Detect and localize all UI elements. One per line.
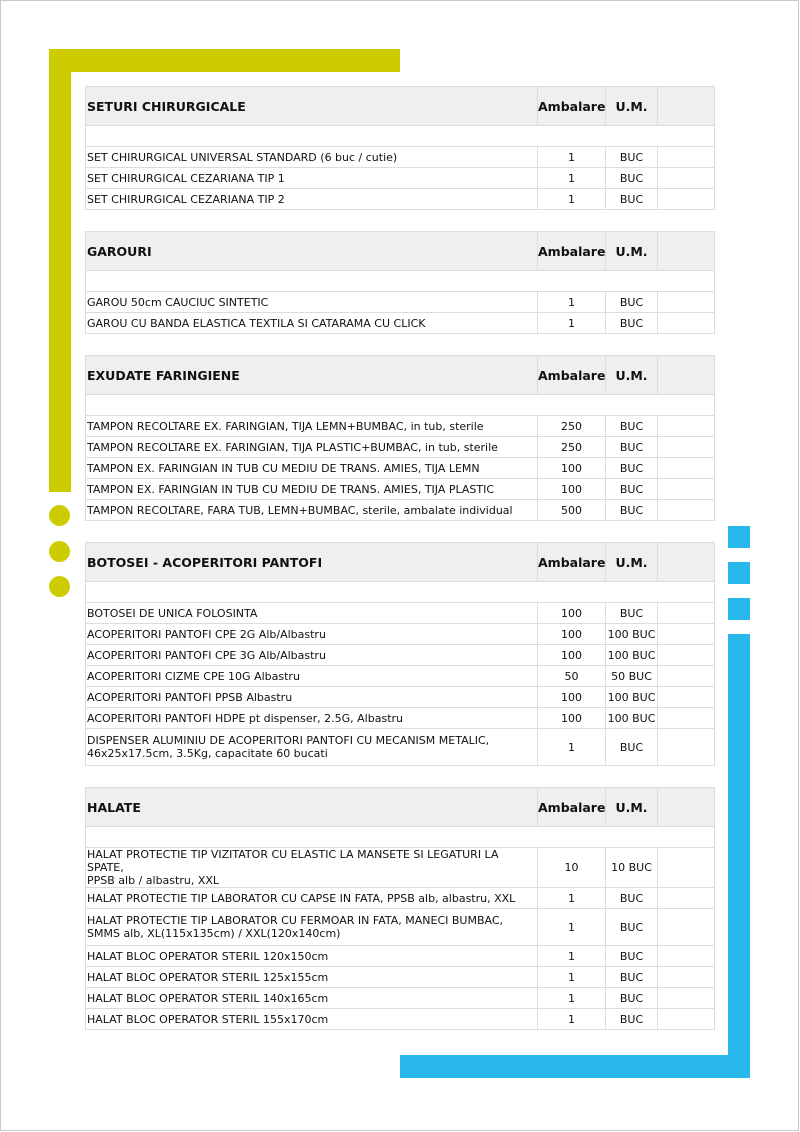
empty-cell <box>658 624 715 645</box>
product-name-line: ACOPERITORI PANTOFI HDPE pt dispenser, 2.5G, Albastru <box>87 711 404 725</box>
empty-cell <box>658 313 715 334</box>
product-name <box>86 729 538 766</box>
product-name <box>86 888 538 909</box>
section-table <box>85 231 715 334</box>
product-name-line: GAROU CU BANDA ELASTICA TEXTILA SI CATARAMA CU CLICK <box>87 316 426 330</box>
product-name-line: DISPENSER ALUMINIU DE ACOPERITORI PANTOFI CU MECANISM METALIC, <box>87 734 490 747</box>
ambalare-header: Ambalare <box>538 87 606 126</box>
product-name-line: 46x25x17.5cm, 3.5Kg, capacitate 60 bucati <box>87 747 328 760</box>
um-value: 100 BUC <box>606 645 658 666</box>
empty-cell <box>86 582 715 603</box>
ambalare-value: 250 <box>538 437 606 458</box>
ambalare-value: 1 <box>538 168 606 189</box>
product-name-line: HALAT BLOC OPERATOR STERIL 125x155cm <box>87 970 329 984</box>
product-name-line: HALAT PROTECTIE TIP LABORATOR CU CAPSE IN FATA, PPSB alb, albastru, XXL <box>87 891 516 905</box>
section-header <box>86 356 715 395</box>
ambalare-value: 1 <box>538 147 606 168</box>
um-value: BUC <box>606 147 658 168</box>
section-title: EXUDATE FARINGIENE <box>86 356 538 395</box>
product-list <box>85 86 715 1051</box>
empty-cell <box>86 395 715 416</box>
empty-cell <box>658 687 715 708</box>
um-value: BUC <box>606 888 658 909</box>
um-value: BUC <box>606 603 658 624</box>
section-table <box>85 542 715 766</box>
um-value: BUC <box>606 437 658 458</box>
empty-cell <box>658 292 715 313</box>
product-name-line: HALAT BLOC OPERATOR STERIL 155x170cm <box>87 1012 329 1026</box>
empty-cell <box>658 168 715 189</box>
ambalare-value: 100 <box>538 479 606 500</box>
product-name-line: ACOPERITORI PANTOFI CPE 3G Alb/Albastru <box>87 648 326 662</box>
table-row <box>86 458 715 479</box>
blue-bar-bottom <box>400 1055 750 1078</box>
table-row <box>86 666 715 687</box>
table-row <box>86 500 715 521</box>
ambalare-value: 1 <box>538 888 606 909</box>
table-row <box>86 967 715 988</box>
product-name <box>86 416 538 437</box>
product-name-line: ACOPERITORI CIZME CPE 10G Albastru <box>87 669 300 683</box>
ambalare-value: 1 <box>538 988 606 1009</box>
blank-row <box>86 395 715 416</box>
blank-row <box>86 582 715 603</box>
table-row <box>86 708 715 729</box>
um-header: U.M. <box>606 356 658 395</box>
section-table <box>85 86 715 210</box>
empty-cell <box>86 271 715 292</box>
ambalare-value: 100 <box>538 687 606 708</box>
product-name-line: ACOPERITORI PANTOFI PPSB Albastru <box>87 690 293 704</box>
um-header: U.M. <box>606 543 658 582</box>
product-name <box>86 666 538 687</box>
um-value: BUC <box>606 729 658 766</box>
empty-cell <box>86 827 715 848</box>
product-name-line: PPSB alb / albastru, XXL <box>87 874 220 887</box>
product-name <box>86 479 538 500</box>
section-header <box>86 788 715 827</box>
table-row <box>86 168 715 189</box>
ambalare-value: 1 <box>538 909 606 946</box>
blank-row <box>86 271 715 292</box>
um-value: 100 BUC <box>606 708 658 729</box>
table-row <box>86 624 715 645</box>
product-name-line: BOTOSEI DE UNICA FOLOSINTA <box>87 606 258 620</box>
product-name <box>86 1009 538 1030</box>
um-value: BUC <box>606 292 658 313</box>
ambalare-value: 500 <box>538 500 606 521</box>
table-row <box>86 848 715 888</box>
um-value: BUC <box>606 189 658 210</box>
table-row <box>86 603 715 624</box>
table-row <box>86 147 715 168</box>
product-name-line: TAMPON RECOLTARE EX. FARINGIAN, TIJA LEMN+BUMBAC, in tub, sterile <box>87 419 484 433</box>
ambalare-value: 10 <box>538 848 606 888</box>
blank-row <box>86 827 715 848</box>
product-name-line: TAMPON RECOLTARE, FARA TUB, LEMN+BUMBAC, sterile, ambalate individual <box>87 503 513 517</box>
empty-cell <box>658 788 715 827</box>
table-row <box>86 1009 715 1030</box>
table-row <box>86 416 715 437</box>
empty-cell <box>658 708 715 729</box>
ambalare-header: Ambalare <box>538 543 606 582</box>
table-row <box>86 687 715 708</box>
product-name-line: ACOPERITORI PANTOFI CPE 2G Alb/Albastru <box>87 627 326 641</box>
table-row <box>86 988 715 1009</box>
ambalare-header: Ambalare <box>538 356 606 395</box>
product-name-line: SET CHIRURGICAL UNIVERSAL STANDARD (6 buc / cutie) <box>87 150 398 164</box>
table-row <box>86 189 715 210</box>
ambalare-value: 250 <box>538 416 606 437</box>
blank-row <box>86 126 715 147</box>
product-name <box>86 988 538 1009</box>
empty-cell <box>658 645 715 666</box>
product-name-line: GAROU 50cm CAUCIUC SINTETIC <box>87 295 269 309</box>
empty-cell <box>658 87 715 126</box>
empty-cell <box>658 479 715 500</box>
empty-cell <box>658 967 715 988</box>
product-name-line: HALAT PROTECTIE TIP LABORATOR CU FERMOAR IN FATA, MANECI BUMBAC, <box>87 914 504 927</box>
ambalare-header: Ambalare <box>538 232 606 271</box>
product-name-line: HALAT BLOC OPERATOR STERIL 120x150cm <box>87 949 329 963</box>
product-name-line: HALAT PROTECTIE TIP VIZITATOR CU ELASTIC LA MANSETE SI LEGATURI LA SPATE, <box>87 848 499 874</box>
blue-square <box>728 562 750 584</box>
product-name <box>86 292 538 313</box>
ambalare-value: 100 <box>538 624 606 645</box>
product-name <box>86 848 538 888</box>
ambalare-value: 1 <box>538 189 606 210</box>
empty-cell <box>658 416 715 437</box>
product-name <box>86 313 538 334</box>
yellow-bar-top <box>49 49 400 72</box>
section-title: SETURI CHIRURGICALE <box>86 87 538 126</box>
product-name-line: SET CHIRURGICAL CEZARIANA TIP 1 <box>87 171 285 185</box>
empty-cell <box>658 729 715 766</box>
empty-cell <box>658 543 715 582</box>
empty-cell <box>86 126 715 147</box>
um-value: 10 BUC <box>606 848 658 888</box>
product-name <box>86 645 538 666</box>
um-value: BUC <box>606 458 658 479</box>
ambalare-value: 1 <box>538 729 606 766</box>
empty-cell <box>658 356 715 395</box>
ambalare-value: 100 <box>538 603 606 624</box>
um-value: BUC <box>606 313 658 334</box>
section-title: BOTOSEI - ACOPERITORI PANTOFI <box>86 543 538 582</box>
um-value: BUC <box>606 988 658 1009</box>
um-value: BUC <box>606 967 658 988</box>
empty-cell <box>658 603 715 624</box>
section-header <box>86 543 715 582</box>
um-value: BUC <box>606 1009 658 1030</box>
empty-cell <box>658 458 715 479</box>
um-value: BUC <box>606 416 658 437</box>
ambalare-header: Ambalare <box>538 788 606 827</box>
table-row <box>86 479 715 500</box>
table-row <box>86 437 715 458</box>
ambalare-value: 1 <box>538 967 606 988</box>
empty-cell <box>658 909 715 946</box>
product-name <box>86 909 538 946</box>
section-header <box>86 87 715 126</box>
product-name-line: TAMPON EX. FARINGIAN IN TUB CU MEDIU DE TRANS. AMIES, TIJA LEMN <box>87 461 480 475</box>
product-name <box>86 437 538 458</box>
table-row <box>86 729 715 766</box>
table-row <box>86 292 715 313</box>
um-header: U.M. <box>606 232 658 271</box>
empty-cell <box>658 988 715 1009</box>
product-name <box>86 967 538 988</box>
um-value: 100 BUC <box>606 687 658 708</box>
ambalare-value: 1 <box>538 292 606 313</box>
empty-cell <box>658 666 715 687</box>
product-name <box>86 708 538 729</box>
um-value: BUC <box>606 500 658 521</box>
um-value: BUC <box>606 479 658 500</box>
um-value: 100 BUC <box>606 624 658 645</box>
section-header <box>86 232 715 271</box>
blue-square <box>728 526 750 548</box>
blue-bar-right <box>728 634 750 1078</box>
yellow-dot <box>49 505 70 526</box>
empty-cell <box>658 888 715 909</box>
product-name-line: TAMPON EX. FARINGIAN IN TUB CU MEDIU DE TRANS. AMIES, TIJA PLASTIC <box>87 482 495 496</box>
product-name <box>86 603 538 624</box>
empty-cell <box>658 848 715 888</box>
um-header: U.M. <box>606 87 658 126</box>
um-value: 50 BUC <box>606 666 658 687</box>
product-name <box>86 624 538 645</box>
empty-cell <box>658 1009 715 1030</box>
product-name <box>86 946 538 967</box>
section-table <box>85 355 715 521</box>
product-name <box>86 458 538 479</box>
product-name <box>86 500 538 521</box>
yellow-dot <box>49 576 70 597</box>
table-row <box>86 313 715 334</box>
ambalare-value: 1 <box>538 1009 606 1030</box>
product-name <box>86 687 538 708</box>
empty-cell <box>658 232 715 271</box>
um-value: BUC <box>606 909 658 946</box>
empty-cell <box>658 500 715 521</box>
product-name-line: SMMS alb, XL(115x135cm) / XXL(120x140cm) <box>87 927 341 940</box>
product-name <box>86 189 538 210</box>
yellow-dot <box>49 541 70 562</box>
product-name <box>86 168 538 189</box>
ambalare-value: 100 <box>538 645 606 666</box>
ambalare-value: 50 <box>538 666 606 687</box>
empty-cell <box>658 189 715 210</box>
empty-cell <box>658 946 715 967</box>
table-row <box>86 909 715 946</box>
product-name <box>86 147 538 168</box>
table-row <box>86 645 715 666</box>
ambalare-value: 1 <box>538 313 606 334</box>
yellow-bar-left <box>49 49 71 492</box>
section-table <box>85 787 715 1030</box>
empty-cell <box>658 147 715 168</box>
product-name-line: HALAT BLOC OPERATOR STERIL 140x165cm <box>87 991 329 1005</box>
ambalare-value: 100 <box>538 458 606 479</box>
um-value: BUC <box>606 168 658 189</box>
table-row <box>86 888 715 909</box>
table-row <box>86 946 715 967</box>
product-name-line: TAMPON RECOLTARE EX. FARINGIAN, TIJA PLASTIC+BUMBAC, in tub, sterile <box>87 440 498 454</box>
ambalare-value: 100 <box>538 708 606 729</box>
ambalare-value: 1 <box>538 946 606 967</box>
section-title: GAROURI <box>86 232 538 271</box>
blue-square <box>728 598 750 620</box>
um-value: BUC <box>606 946 658 967</box>
um-header: U.M. <box>606 788 658 827</box>
empty-cell <box>658 437 715 458</box>
product-name-line: SET CHIRURGICAL CEZARIANA TIP 2 <box>87 192 285 206</box>
section-title: HALATE <box>86 788 538 827</box>
